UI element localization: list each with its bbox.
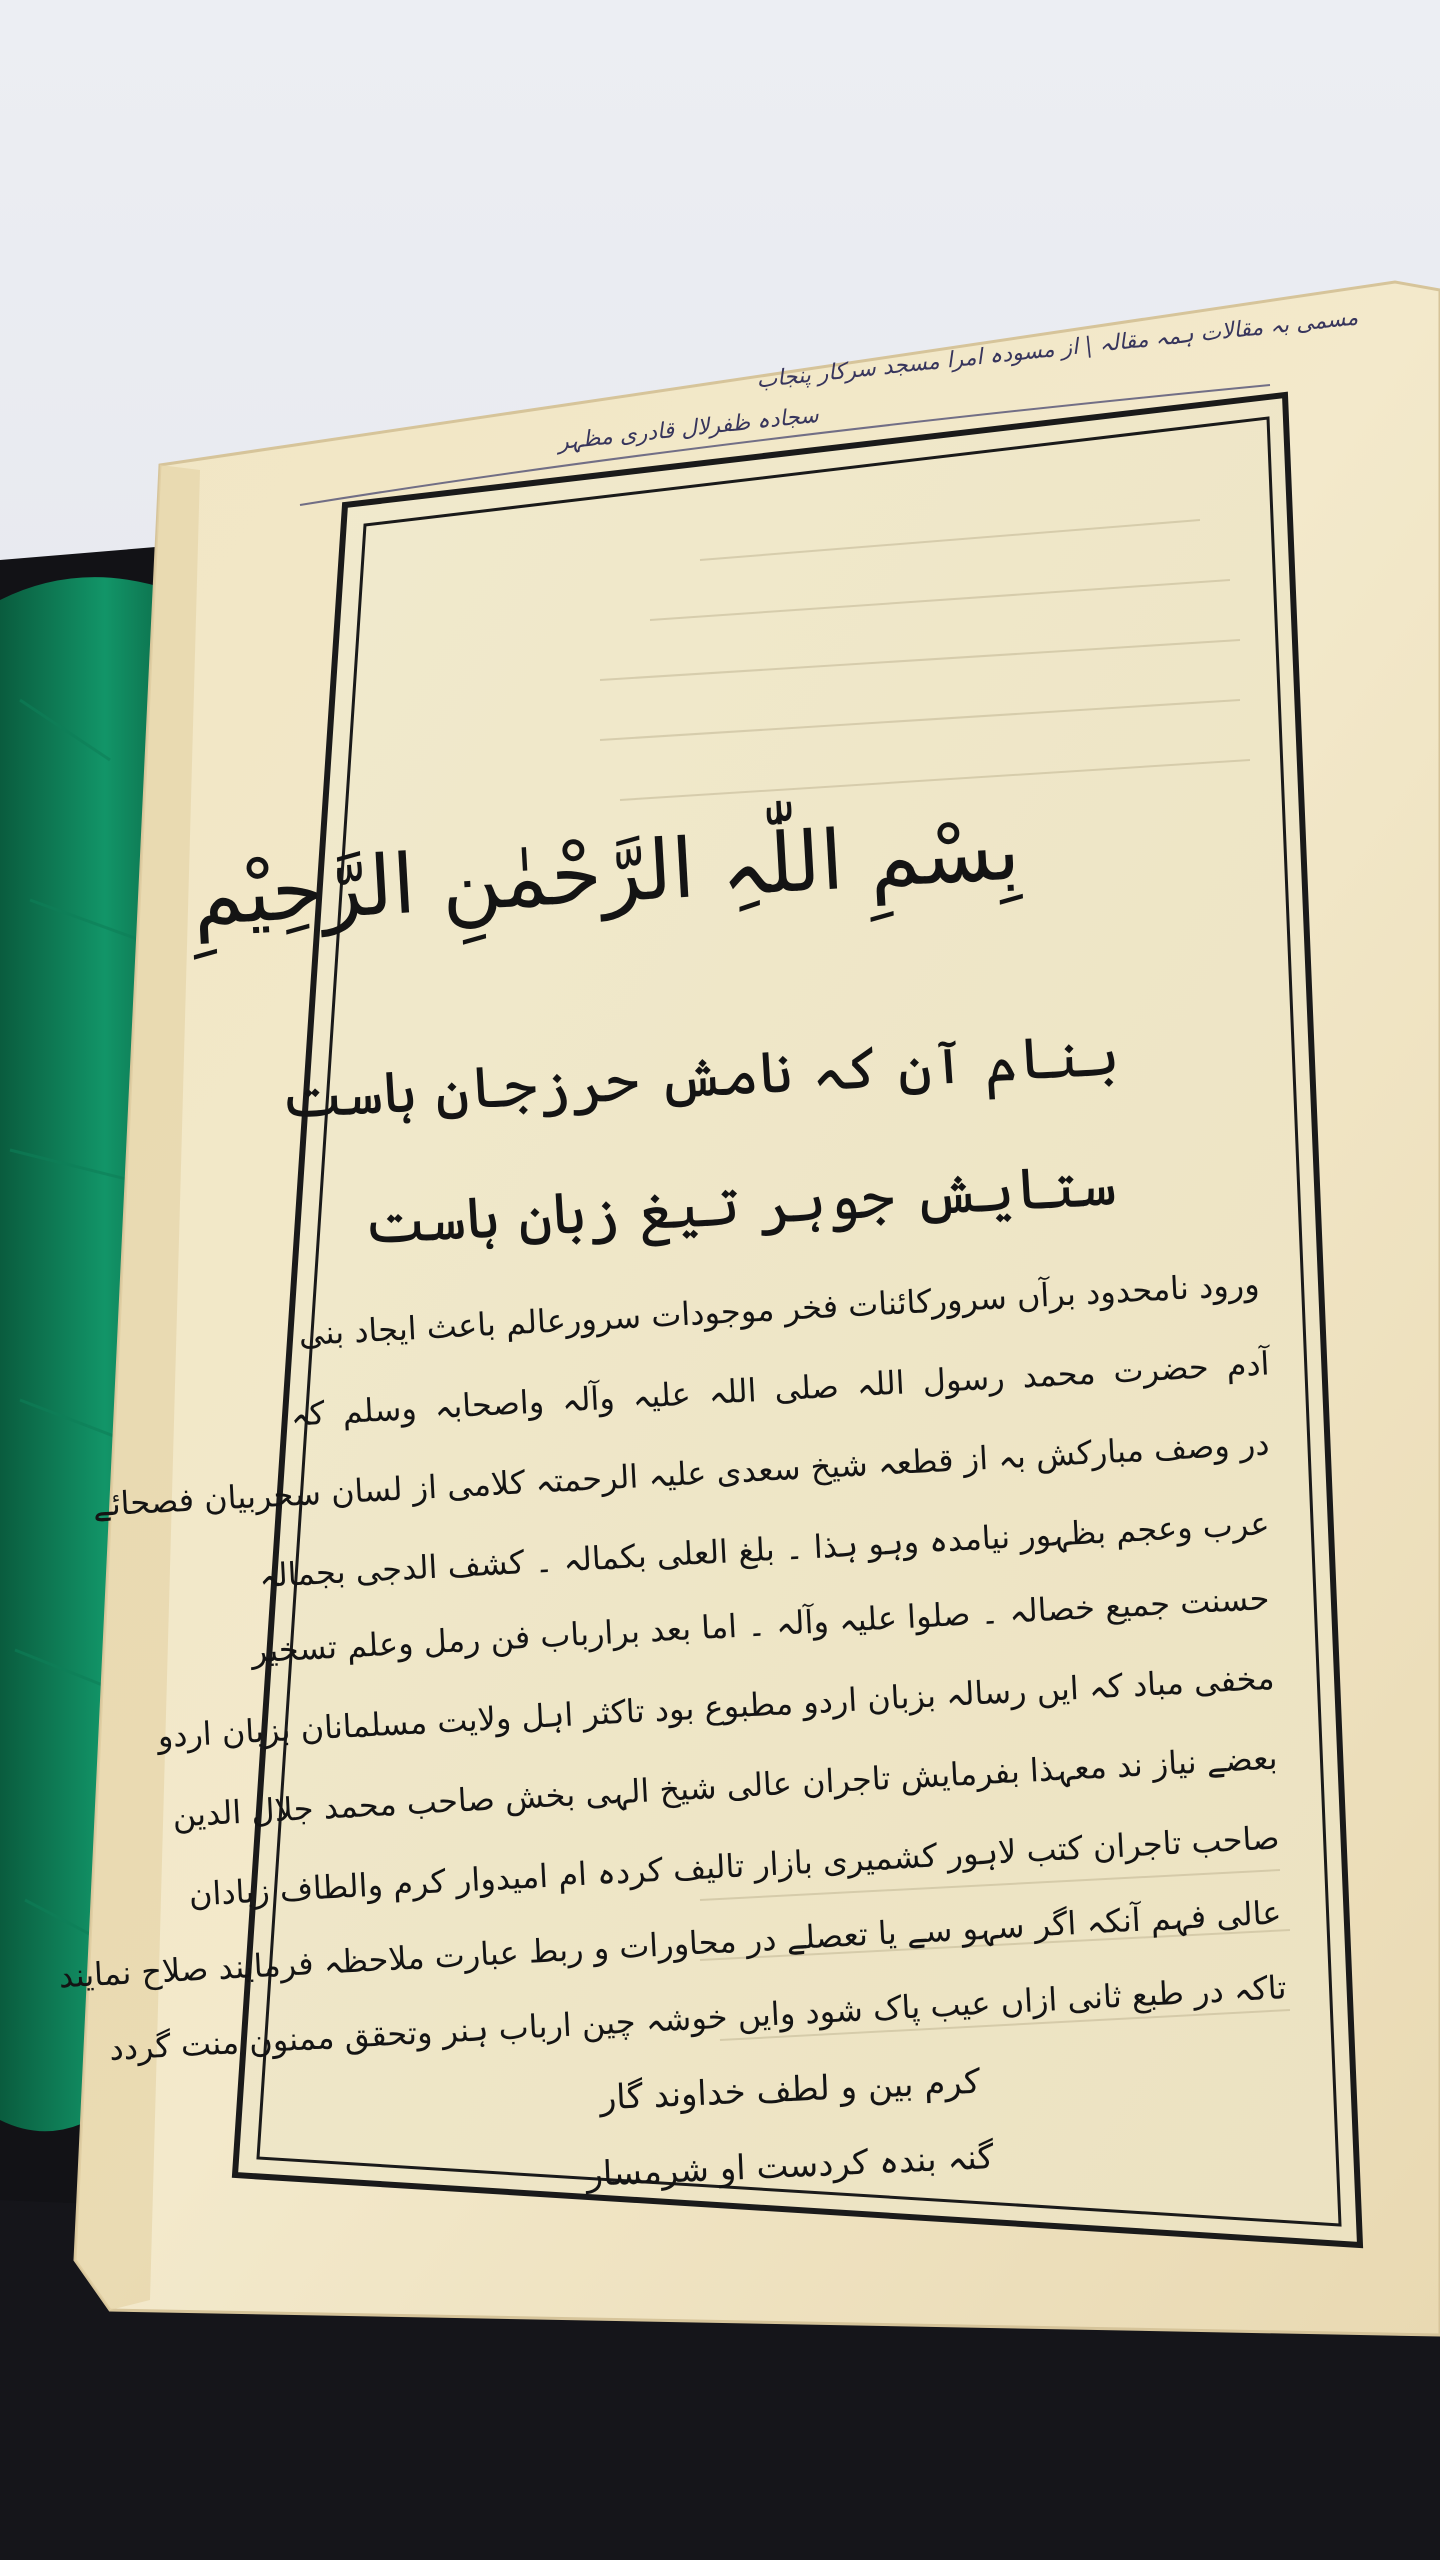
body-line-1: ورود نامحدود برآں سرورکائنات فخر موجودات سرورعالم باعث ایجاد بنی: [297, 1264, 1261, 1354]
closing-line-1: کرم بین و لطف خداوند گار: [599, 2061, 981, 2119]
verse-line-1: بنام آن کہ نامش حرزجان ہاست: [279, 1020, 1122, 1133]
basmala-heading: بِسْمِ اللّٰہِ الرَّحْمٰنِ الرَّحِیْمِ: [189, 803, 1023, 945]
body-line-3: در وصف مبارکش بہ از قطعہ شیخ سعدی علیہ الرحمتہ کلامی از لسان سحربیان فصحائے: [91, 1424, 1271, 1524]
body-line-9: عالی فہم آنکہ اگر سہو سے یا تعصلے در محاورات و ربط عبارت ملاحظہ فرمایند صلاح نمایند: [57, 1893, 1283, 1996]
closing-line-2: گنہ بندہ کردست او شرمسار: [585, 2137, 995, 2195]
body-line-2: آدم حضرت محمد رسول اللہ صلی اللہ علیہ وآلہ واصحابہ وسلم کہ: [289, 1344, 1271, 1434]
body-line-5: حسنت جمیع خصالہ ۔ صلوا علیہ وآلہ ۔ اما بعد برارباب فن رمل وعلم تسخیر: [250, 1578, 1271, 1671]
body-line-7: بعضے نیاز ند معہذا بفرمایش تاجران عالی شیخ الہی بخش صاحب محمد جلال الدین: [171, 1738, 1279, 1835]
body-line-4: عرب وعجم بظہور نیامدہ وہو ہذا ۔ بلغ العلی بکمالہ ۔ کشف الدجی بجمالہ: [258, 1504, 1271, 1596]
handwritten-note-2: سجادہ ظفرلال قادری مظہر: [556, 402, 820, 456]
body-line-8: صاحب تاجران کتب لاہور کشمیری بازار تالیف کردہ ام امیدوار کرم والطاف زبادان: [187, 1818, 1281, 1914]
body-line-6: مخفی مباد کہ ایں رسالہ بزبان اردو مطبوع بود تاکثر اہل ولایت مسلمانان بزبان اردو: [156, 1658, 1276, 1756]
verse-line-2: ستایش جوہر تیغ زبان ہاست: [362, 1150, 1118, 1258]
body-line-10: تاکہ در طبع ثانی ازاں عیب پاک شود وایں خوشہ چین ارباب ہنر وتحقق ممنون منت گردد: [108, 1968, 1288, 2068]
handwritten-note-1: مسمی بہ مقالات ہمہ مقالہ | از مسودہ امرا مسجد سرکار پنجاب: [755, 305, 1360, 394]
